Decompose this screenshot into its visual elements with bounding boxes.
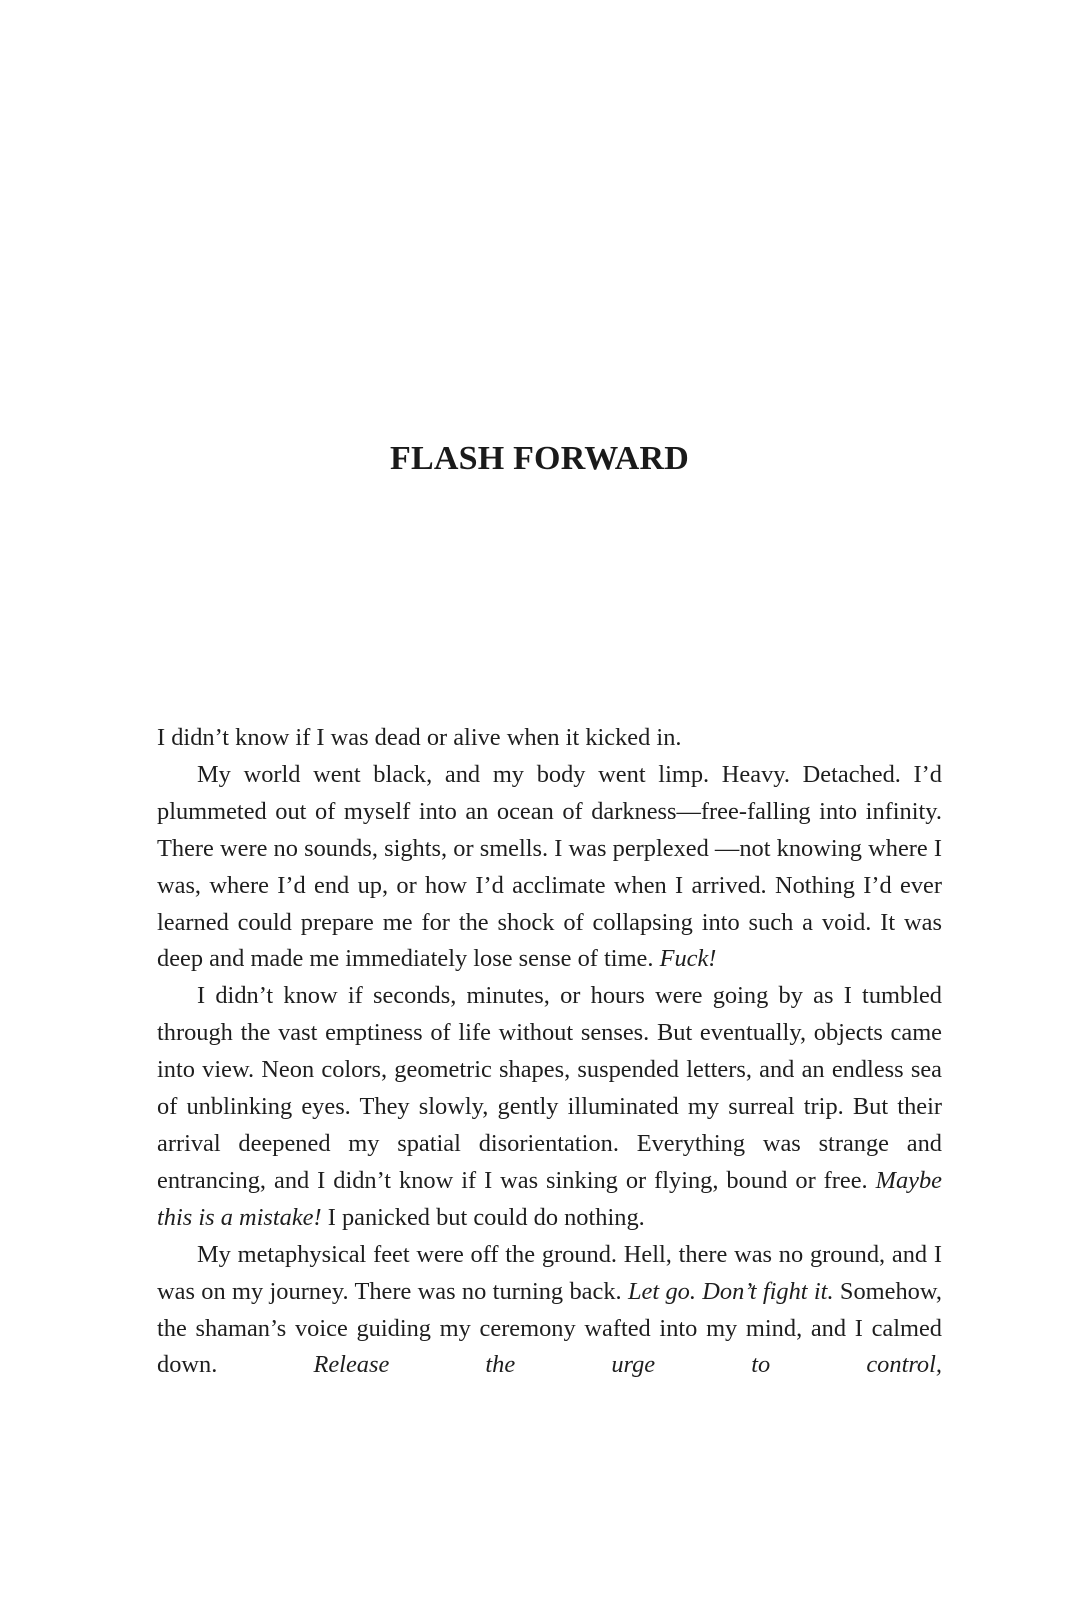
paragraph-3-text: I didn’t know if seconds, minutes, or hours were going by as I tumbled through the vast emptiness of life without senses. But eventually, objects came into view. Neon colors, geometric shapes, suspended letters, and an endless sea of unblinking eyes. They slowly, gently illuminated my surreal trip. But their arrival deepened my spatial disorientation. Everything was strange and entrancing, and I didn’t know if I was sinking or flying, bound or free. — [157, 982, 942, 1194]
paragraph-4-italic-end: Release the urge to control, — [313, 1351, 943, 1379]
chapter-title: FLASH FORWARD — [390, 440, 689, 477]
paragraph-4 — [157, 1237, 942, 1385]
paragraph-4-text: My metaphysical feet were off the ground. Hell, there was no ground, and I was on my journey. There was no turning back. — [157, 1240, 942, 1305]
paragraph-1 — [157, 720, 942, 757]
paragraph-1-text: I didn’t know if I was dead or alive when it kicked in. — [157, 724, 682, 751]
paragraph-3-text-end: I panicked but could do nothing. — [321, 1203, 645, 1231]
paragraph-4-italic: Let go. Don’t fight it. — [627, 1277, 834, 1305]
paragraph-2 — [157, 757, 942, 978]
paragraph-4-text-mid: Somehow, the shaman’s voice guiding my ceremony wafted into my mind, and I calmed down. — [157, 1277, 942, 1379]
paragraph-3-italic: Maybe this is a mistake! — [157, 1166, 942, 1231]
paragraph-2-italic: Fuck! — [659, 945, 717, 973]
chapter-body — [157, 720, 942, 1384]
paragraph-2-text: My world went black, and my body went limp. Heavy. Detached. I’d plummeted out of myself into an ocean of darkness—free-falling into infinity. There were no sounds, sights, or smells. I was perplexed —not knowing where I was, where I’d end up, or how I’d acclimate when I arrived. Nothing I’d ever learned could prepare me for the shock of collapsing into such a void. It was deep and made me immediately lose sense of time. — [157, 760, 942, 973]
paragraph-3 — [157, 978, 942, 1236]
